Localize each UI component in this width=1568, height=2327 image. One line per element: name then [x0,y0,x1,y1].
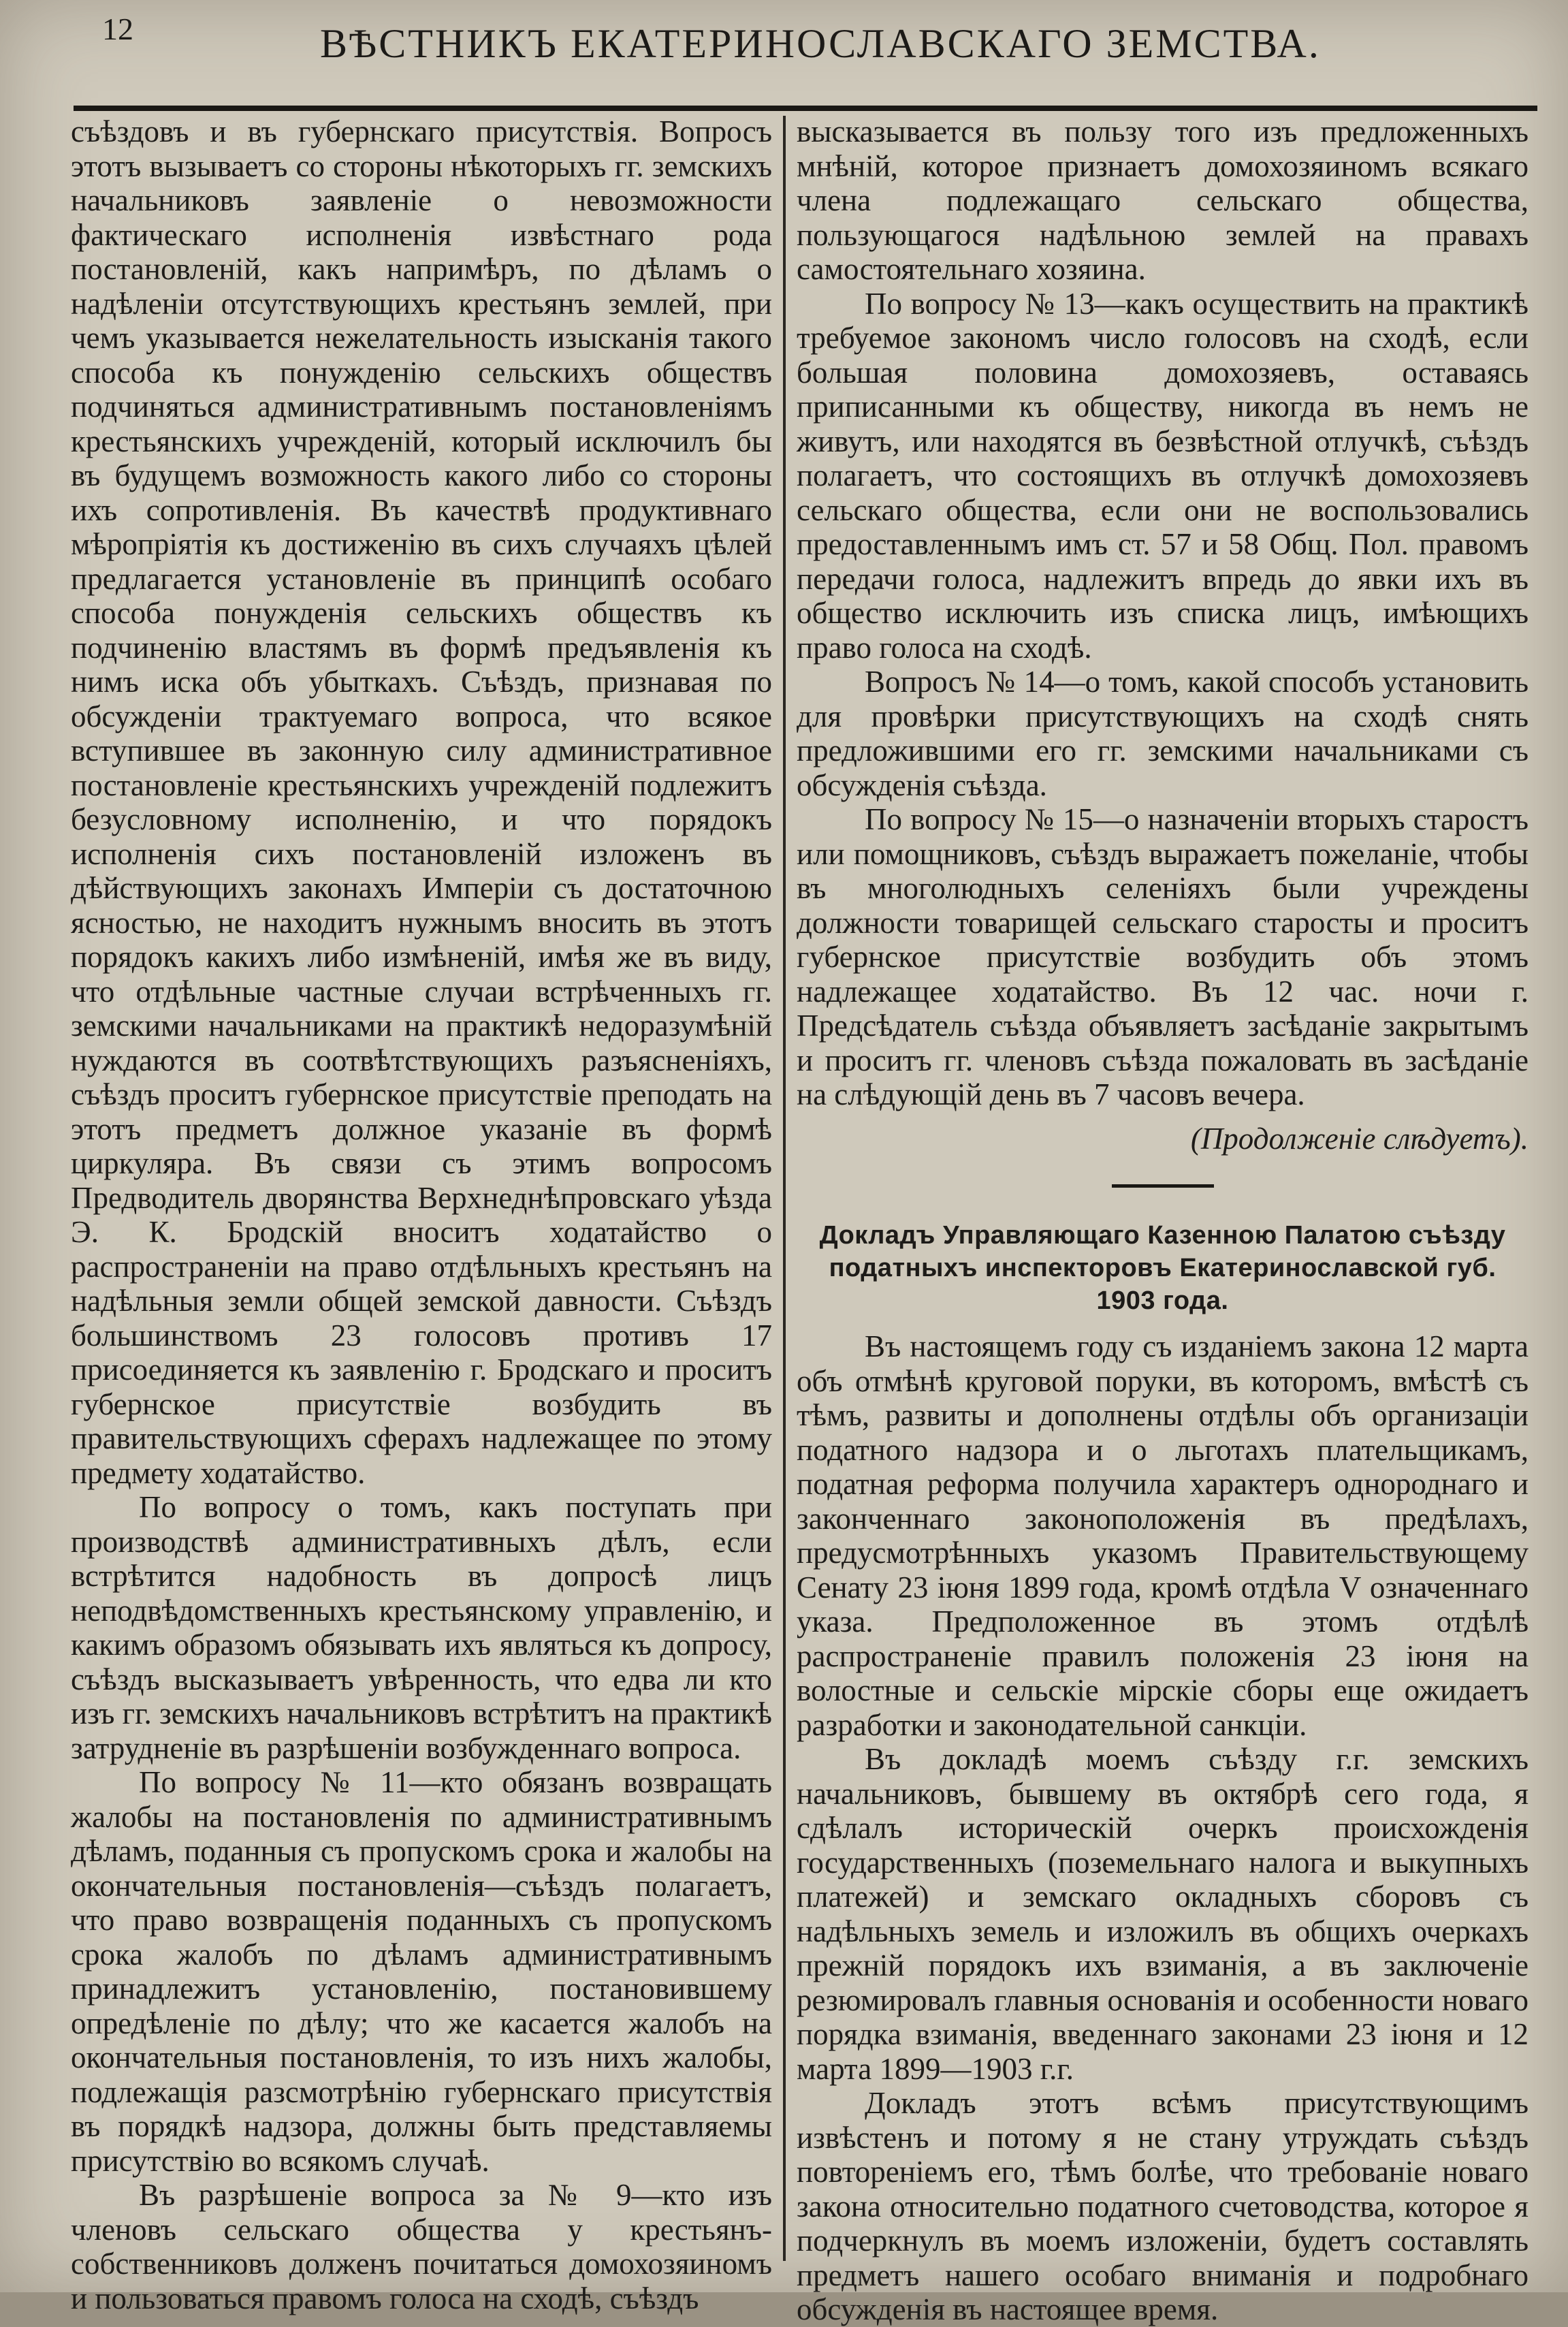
right-paragraph-3: Вопросъ № 14—о томъ, какой способъ установить для провѣрки присутствующихъ на сходѣ снять предложившими его гг. земскими начальниками съ обсужденія съѣзда. [797,665,1529,802]
left-paragraph-1: съѣздовъ и въ губернскаго присутствія. Вопросъ этотъ вызываетъ со стороны нѣкоторыхъ гг. земскихъ начальниковъ заявленіе о невозможности фактическаго исполненія извѣстнаго рода постановленій, какъ напримѣръ, по дѣламъ о надѣленіи отсутствующихъ крестьянъ землей, при чемъ указывается нежелательность изысканія такого способа къ понужденію сельскихъ обществъ подчиняться административнымъ постановленіямъ крестьянскихъ учрежденій, который исключилъ бы въ будущемъ возможность какого либо со стороны ихъ сопротивленія. Въ качествѣ продуктивнаго мѣропріятія къ достиженію въ сихъ случаяхъ цѣлей предлагается установленіе въ принципѣ особаго способа понужденія сельскихъ обществъ къ подчиненію властямъ въ формѣ предъявленія къ нимъ иска объ убыткахъ. Съѣздъ, признавая по обсужденіи трактуемаго вопроса, что всякое вступившее въ законную силу административное постановленіе крестьянскихъ учрежденій подлежитъ безусловному исполненію, и что порядокъ исполненія сихъ постановленій изложенъ въ дѣйствующихъ законахъ Имперіи съ достаточною ясностью, не находитъ нужнымъ вносить въ этотъ порядокъ какихъ либо измѣненій, имѣя же въ виду, что отдѣльные частные случаи встрѣченныхъ гг. земскими начальниками на практикѣ недоразумѣній нуждаются въ соотвѣтствующихъ разъясненіяхъ, съѣздъ проситъ губернское присутствіе преподать на этотъ предметъ должное указаніе въ формѣ циркуляра. Въ связи съ этимъ вопросомъ Предводитель дворянства Верхнеднѣпровскаго уѣзда Э. К. Бродскій вноситъ ходатайство о распространеніи на право отдѣльныхъ крестьянъ на надѣльныя земли общей земской давности. Съѣздъ большинствомъ 23 голосовъ противъ 17 присоединяется къ заявленію г. Бродскаго и проситъ губернское присутствіе возбудить въ правительствующихъ сферахъ надлежащее по этому предмету ходатайство. [71,114,772,1490]
running-title: ВѢСТНИКЪ ЕКАТЕРИНОСЛАВСКАГО ЗЕМСТВА. [320,21,1321,66]
column-divider [783,116,786,2261]
right-paragraph-6: Въ докладѣ моемъ съѣзду г.г. земскихъ начальниковъ, бывшему въ октябрѣ сего года, я сдѣлалъ историческій очеркъ происхожденія государственныхъ (поземельнаго налога и выкупныхъ платежей) и земскаго окладныхъ сборовъ съ надѣльныхъ земель и изложилъ въ общихъ очеркахъ прежній порядокъ ихъ взиманія, а въ заключеніе резюмировалъ главныя основанія и особенности новаго порядка взиманія, введеннаго законами 23 іюня и 12 марта 1899—1903 г.г. [797,1742,1529,2086]
report-title: Докладъ Управляющаго Казенною Палатою съѣзду податныхъ инспекторовъ Екатеринославской губ. 1903 года. [819,1221,1506,1315]
right-paragraph-4: По вопросу № 15—о назначеніи вторыхъ старостъ или помощниковъ, съѣздъ выражаетъ пожеланіе, чтобы въ многолюдныхъ селеніяхъ были учреждены должности товарищей сельскаго старосты и проситъ губернское присутствіе возбудить объ этомъ надлежащее ходатайство. Въ 12 час. ночи г. Предсѣдатель съѣзда объявляетъ засѣданіе закрытымъ и проситъ гг. членовъ съѣзда пожаловать въ засѣданіе на слѣдующій день въ 7 часовъ вечера. [797,802,1529,1111]
left-column [71,114,772,2315]
continued-note: (Продолженіе слѣдуетъ). [1190,1121,1529,1156]
left-paragraph-4: Въ разрѣшеніе вопроса за № 9—кто изъ членовъ сельскаго общества у крестьянъ-собственниковъ долженъ почитаться домохозяиномъ и пользоваться правомъ голоса на сходѣ, съѣздъ [71,2178,772,2315]
right-paragraph-7: Докладъ этотъ всѣмъ присутствующимъ извѣстенъ и потому я не стану утруждать съѣздъ повтореніемъ его, тѣмъ болѣе, что требованіе новаго закона относительно податного счетоводства, которое я подчеркнулъ въ моемъ изложеніи, будетъ составлять предметъ нашего особаго вниманія и подробнаго обсужденія въ настоящее время. [797,2086,1529,2326]
left-paragraph-2: По вопросу о томъ, какъ поступать при производствѣ административныхъ дѣлъ, если встрѣтится надобность въ допросѣ лицъ неподвѣдомственныхъ крестьянскому управленію, и какимъ образомъ обязывать ихъ являться къ допросу, съѣздъ высказываетъ увѣренность, что едва ли кто изъ гг. земскихъ начальниковъ встрѣтитъ на практикѣ затрудненіе въ разрѣшеніи возбужденнаго вопроса. [71,1490,772,1765]
section-separator [1112,1184,1214,1188]
right-paragraph-1: высказывается въ пользу того изъ предложенныхъ мнѣній, которое признаетъ домохозяиномъ всякаго члена подлежащаго сельскаго общества, пользующагося надѣльною землей на правахъ самостоятельнаго хозяина. [797,114,1529,286]
right-paragraph-5: Въ настоящемъ году съ изданіемъ закона 12 марта объ отмѣнѣ круговой поруки, въ которомъ, вмѣстѣ съ тѣмъ, развиты и дополнены отдѣлы объ организаціи податного надзора и о льготахъ плательщикамъ, податная реформа получила характеръ однороднаго и законченнаго законоположенія въ предѣлахъ, предусмотрѣнныхъ указомъ Правительствующему Сенату 23 іюня 1899 года, кромѣ отдѣла V означеннаго указа. Предположенное въ этомъ отдѣлѣ распространеніе правилъ положенія 23 іюня на волостные и сельскіе мірскіе сборы еще ожидаетъ разработки и законодательной санкціи. [797,1329,1529,1742]
right-column [797,114,1529,2327]
right-paragraph-2: По вопросу № 13—какъ осуществить на практикѣ требуемое закономъ число голосовъ на сходѣ, если большая половина домохозяевъ, оставаясь приписанными къ обществу, никогда въ немъ не живутъ, или находятся въ безвѣстной отлучкѣ, съѣздъ полагаетъ, что состоящихъ въ отлучкѣ домохозяевъ сельскаго общества, если они не воспользовались предоставленнымъ имъ ст. 57 и 58 Общ. Пол. правомъ передачи голоса, надлежитъ впредь до явки ихъ въ общество исключить изъ списка лицъ, имѣющихъ право голоса на сходѣ. [797,286,1529,665]
left-paragraph-3: По вопросу № 11—кто обязанъ возвращать жалобы на постановленія по административнымъ дѣламъ, поданныя съ пропускомъ срока и жалобы на окончательныя постановленія—съѣздъ полагаетъ, что право возвращенія поданныхъ съ пропускомъ срока жалобъ по дѣламъ административнымъ принадлежитъ установленію, постановившему опредѣленіе по дѣлу; что же касается жалобъ на окончательныя постановленія, то изъ нихъ жалобы, подлежащія разсмотрѣнію губернскаго присутствія въ порядкѣ надзора, должны быть представляемы присутствію во всякомъ случаѣ. [71,1765,772,2178]
header-rule [74,106,1537,111]
page-number: 12 [102,12,133,46]
